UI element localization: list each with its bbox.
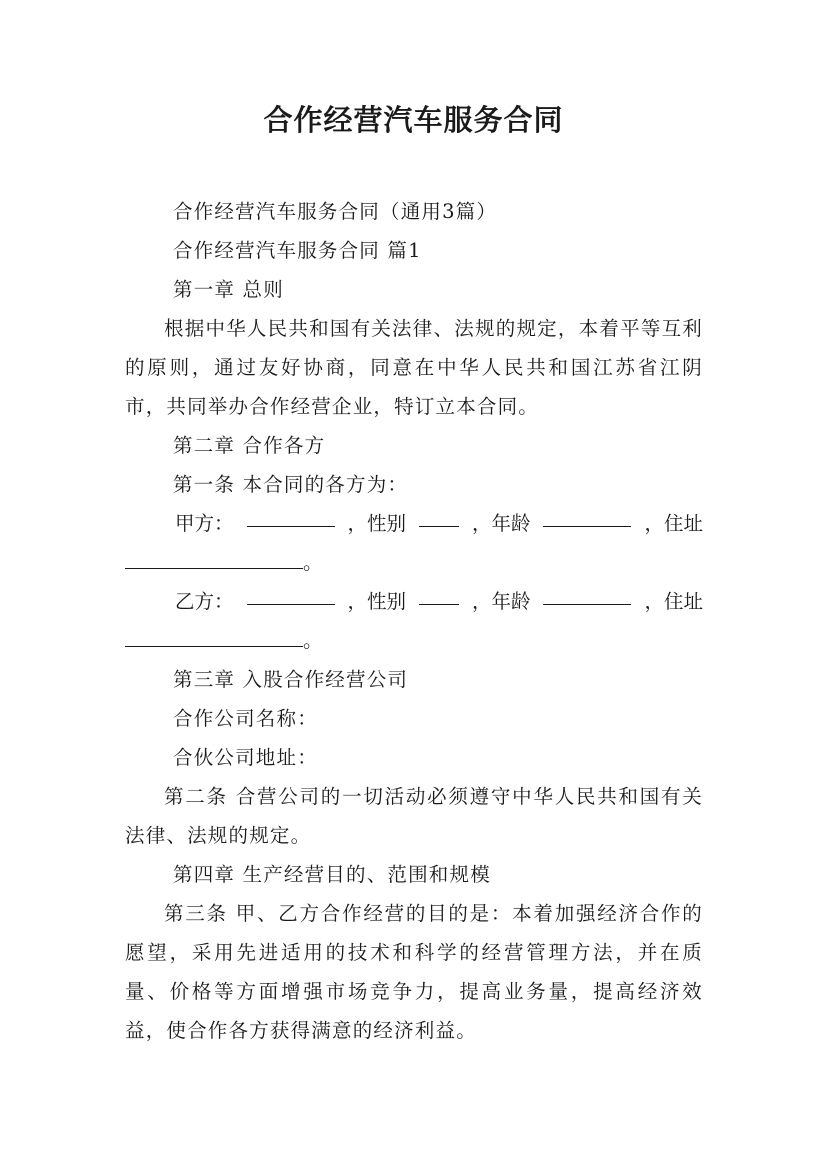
article-3: 第三条 甲、乙方合作经营的目的是：本着加强经济合作的愿望，采用先进适用的技术和科学的经营管理方法，并在质量、价格等方面增强市场竞争力，提高业务量，提高经济效益，使合作各方获得满意的经济利益。 (125, 902, 703, 1042)
document-subtitle: 合作经营汽车服务合同（通用3篇） (173, 200, 498, 223)
party-b-address-blank (125, 624, 303, 647)
party-a-address-blank (125, 546, 303, 569)
party-a-address-line (125, 543, 703, 582)
chapter-2-heading: 第二章 合作各方 (173, 434, 326, 457)
party-b-address-label: ，住址 (644, 590, 703, 613)
chapter-1-heading: 第一章 总则 (173, 278, 284, 301)
document-title: 合作经营汽车服务合同 (263, 103, 564, 137)
party-a-gender-label: ，性别 (347, 512, 406, 535)
party-b-gender-blank (419, 582, 459, 605)
article-2: 第二条 合营公司的一切活动必须遵守中华人民共和国有关法律、法规的规定。 (125, 785, 703, 847)
company-address-label: 合伙公司地址： (173, 746, 318, 769)
chapter-1-paragraph: 根据中华人民共和国有关法律、法规的规定，本着平等互利的原则，通过友好协商，同意在中华人民共和国江苏省江阴市，共同举办合作经营企业，特订立本合同。 (125, 317, 703, 418)
part-heading: 合作经营汽车服务合同 篇1 (173, 239, 422, 262)
party-a-label: 甲方： (175, 512, 234, 535)
party-b-age-blank (543, 582, 631, 605)
document-body (125, 192, 703, 1050)
party-a-age-label: ，年龄 (471, 512, 531, 535)
company-name-label: 合作公司名称： (173, 707, 318, 730)
party-a-line (125, 504, 703, 543)
party-a-gender-blank (419, 504, 459, 527)
party-a-line-end: 。 (303, 551, 324, 574)
article-1: 第一条 本合同的各方为： (173, 473, 409, 496)
chapter-4-heading: 第四章 生产经营目的、范围和规模 (173, 863, 491, 886)
chapter-3-heading: 第三章 入股合作经营公司 (173, 668, 409, 691)
party-b-address-line (125, 621, 703, 660)
party-a-name-blank (247, 504, 335, 527)
party-b-gender-label: ，性别 (347, 590, 406, 613)
party-b-name-blank (247, 582, 335, 605)
party-a-age-blank (543, 504, 631, 527)
party-b-line-end: 。 (303, 629, 324, 652)
party-b-label: 乙方： (175, 590, 234, 613)
party-b-line (125, 582, 703, 621)
party-a-address-label: ，住址 (644, 512, 703, 535)
party-b-age-label: ，年龄 (471, 590, 531, 613)
